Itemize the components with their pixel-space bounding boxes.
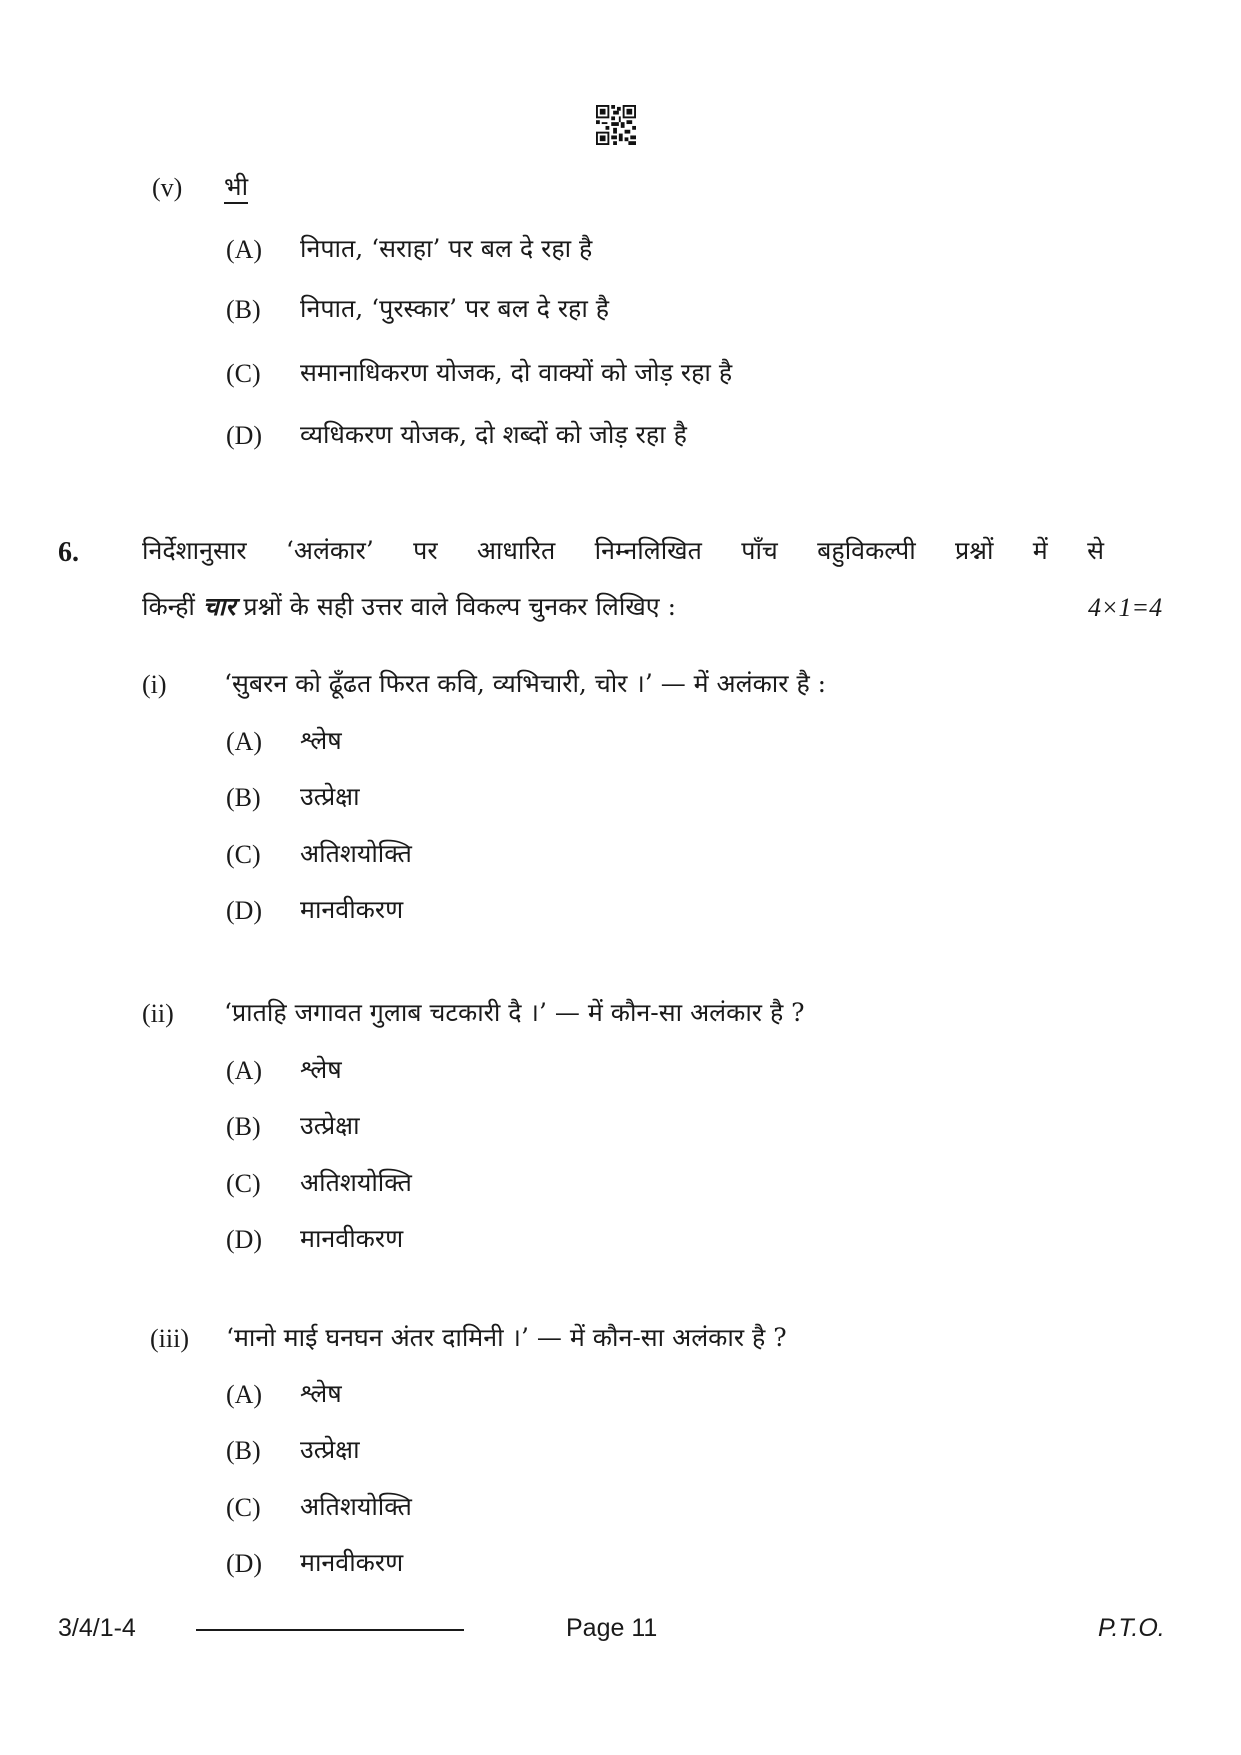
sub-question-number: (ii) [142,999,174,1028]
option-label: (D) [226,1549,263,1578]
sub-question-number: (iii) [150,1324,189,1353]
option-text: निपात, ‘सराहा’ पर बल दे रहा है [300,234,593,263]
option-label: (C) [226,840,261,869]
option-text: उत्प्रेक्षा [300,1435,360,1464]
option-text: श्लेष [300,726,342,755]
footer-divider [196,1629,464,1631]
option-label: (C) [226,1169,261,1198]
option-label: (C) [226,359,261,388]
question-6-number: 6. [58,537,79,568]
sub-question-number: (i) [142,670,167,699]
option-text: अतिशयोक्ति [300,839,412,868]
underlined-word: भी [224,172,248,204]
option-text: व्यधिकरण योजक, दो शब्दों को जोड़ रहा है [300,420,687,449]
option-text: समानाधिकरण योजक, दो वाक्यों को जोड़ रहा है [300,358,733,387]
option-text: मानवीकरण [300,895,404,924]
option-text: निपात, ‘पुरस्कार’ पर बल दे रहा है [300,294,610,323]
footer-page-number: Page 11 [566,1614,658,1642]
sub-question-text: ‘मानो माई घनघन अंतर दामिनी ।’ — में कौन-सा अलंकार है ? [226,1323,787,1352]
option-text: अतिशयोक्ति [300,1168,412,1197]
instruction-text: प्रश्नों के सही उत्तर वाले विकल्प चुनकर लिखिए : [243,592,676,621]
option-text: उत्प्रेक्षा [300,782,360,811]
option-label: (B) [226,1436,261,1465]
option-text: श्लेष [300,1055,342,1084]
footer-paper-code: 3/4/1-4 [58,1614,136,1642]
option-label: (C) [226,1493,261,1522]
option-text: मानवीकरण [300,1224,404,1253]
option-label: (A) [226,235,263,264]
option-label: (A) [226,1380,263,1409]
option-label: (B) [226,295,261,324]
sub-question-text: ‘प्रातहि जगावत गुलाब चटकारी दै ।’ — में कौन-सा अलंकार है ? [224,998,805,1027]
question-5-part-v-word [224,169,248,203]
footer-pto: P.T.O. [1098,1614,1165,1642]
option-text: मानवीकरण [300,1548,404,1577]
question-6-instruction-line-2 [142,589,676,623]
option-label: (B) [226,1112,261,1141]
instruction-text: किन्हीं [142,592,195,621]
emphasis-word: चार [202,592,236,621]
sub-question-text: ‘सुबरन को ढूँढत फिरत कवि, व्यभिचारी, चोर ।’ — में अलंकार है : [224,669,827,698]
option-label: (D) [226,896,263,925]
option-label: (A) [226,1056,263,1085]
marks-allocation: 4×1=4 [1088,593,1163,622]
option-text: अतिशयोक्ति [300,1492,412,1521]
option-text: उत्प्रेक्षा [300,1111,360,1140]
qr-code-icon [596,105,636,145]
option-text: श्लेष [300,1379,342,1408]
option-label: (B) [226,783,261,812]
option-label: (D) [226,421,263,450]
option-label: (D) [226,1225,263,1254]
question-6-instruction-line-1: निर्देशानुसार ‘अलंकार’ पर आधारित निम्नलिखित पाँच बहुविकल्पी प्रश्नों में से [142,536,1104,565]
option-label: (A) [226,727,263,756]
question-5-part-v-number: (v) [152,173,183,202]
